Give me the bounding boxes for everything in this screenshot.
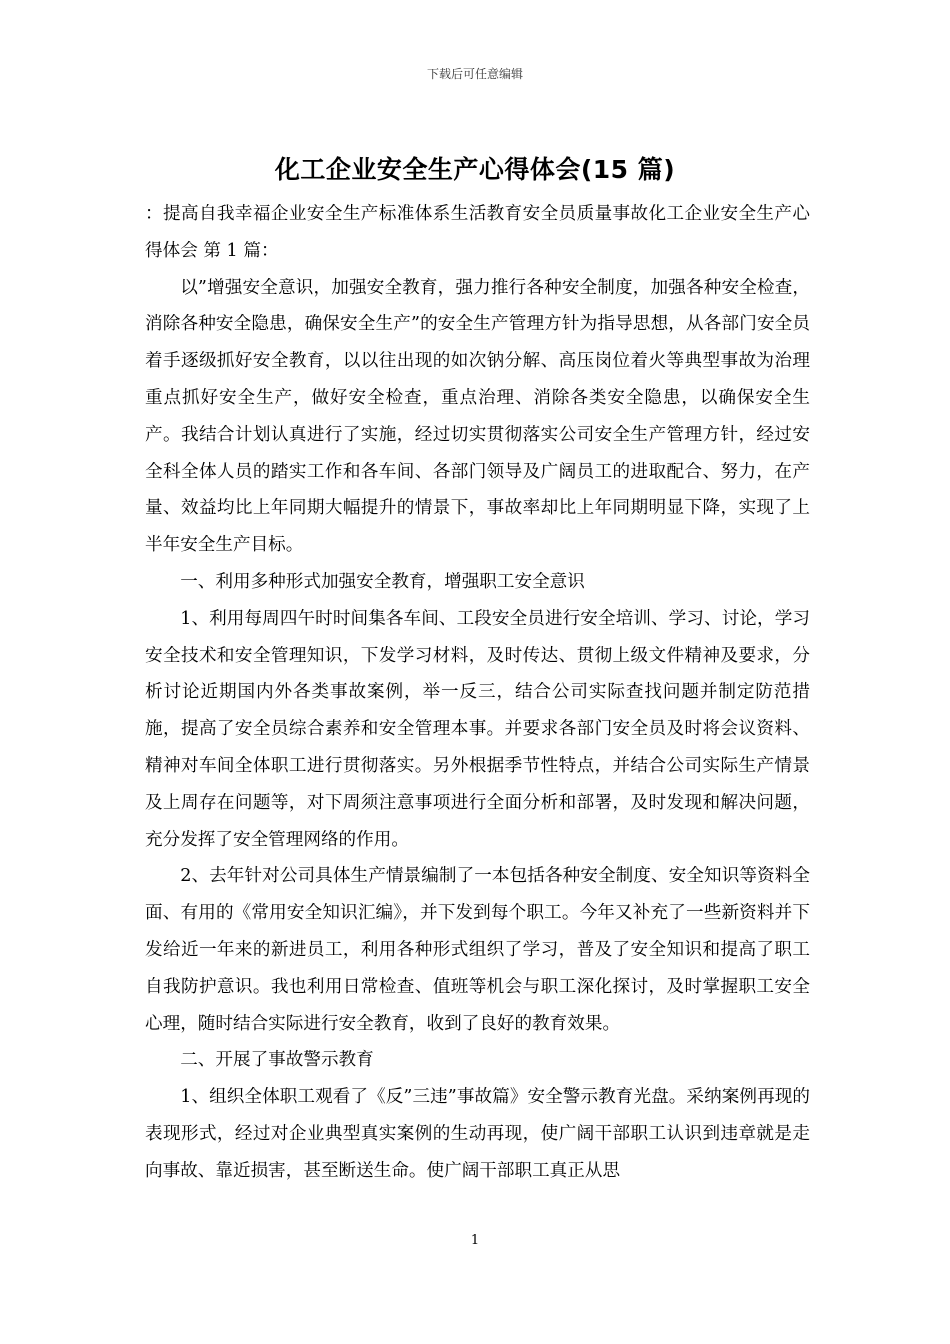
paragraph: 1、组织全体职工观看了《反”三违”事故篇》安全警示教育光盘。采纳案例再现的表现形式，经过对企业典型真实案例的生动再现，使广阔干部职工认识到违章就是走向事故、靠近损害，甚至断送生命。使广阔干部职工真正从思 xyxy=(145,1087,810,1181)
document-title: 化工企业安全生产心得体会(15 篇) xyxy=(274,155,676,184)
document-body xyxy=(145,196,810,1190)
section-heading: 二、开展了事故警示教育 xyxy=(180,1050,374,1071)
keywords-line: ：提高自我幸福企业安全生产标准体系生活教育安全员质量事故化工企业安全生产心得体会 第 1 篇： xyxy=(145,204,810,261)
paragraph: 以”增强安全意识，加强安全教育，强力推行各种安全制度，加强各种安全检查，消除各种安全隐患，确保安全生产”的安全生产管理方针为指导思想，从各部门安全员着手逐级抓好安全教育，以以往出现的如次钠分解、高压岗位着火等典型事故为治理重点抓好安全生产，做好安全检查，重点治理、消除各类安全隐患，以确保安全生产。我结合计划认真进行了实施，经过切实贯彻落实公司安全生产管理方针，经过安全科全体人员的踏实工作和各车间、各部门领导及广阔员工的进取配合、努力，在产量、效益均比上年同期大幅提升的情景下，事故率却比上年同期明显下降，实现了上半年安全生产目标。 xyxy=(145,277,810,556)
page-number: 1 xyxy=(470,1233,480,1248)
paragraph: 1、利用每周四午时时间集各车间、工段安全员进行安全培训、学习、讨论，学习安全技术和安全管理知识，下发学习材料，及时传达、贯彻上级文件精神及要求，分析讨论近期国内外各类事故案例，举一反三，结合公司实际查找问题并制定防范措施，提高了安全员综合素养和安全管理本事。并要求各部门安全员及时将会议资料、精神对车间全体职工进行贯彻落实。另外根据季节性特点，并结合公司实际生产情景及上周存在问题等，对下周须注意事项进行全面分析和部署，及时发现和解决问题，充分发挥了安全管理网络的作用。 xyxy=(145,608,810,850)
page-header: 下载后可任意编辑 xyxy=(426,67,523,81)
section-heading: 一、利用多种形式加强安全教育，增强职工安全意识 xyxy=(180,571,585,592)
paragraph: 2、去年针对公司具体生产情景编制了一本包括各种安全制度、安全知识等资料全面、有用的《常用安全知识汇编》，并下发到每个职工。今年又补充了一些新资料并下发给近一年来的新进员工，利用各种形式组织了学习，普及了安全知识和提高了职工自我防护意识。我也利用日常检查、值班等机会与职工深化探讨，及时掌握职工安全心理，随时结合实际进行安全教育，收到了良好的教育效果。 xyxy=(145,866,810,1034)
